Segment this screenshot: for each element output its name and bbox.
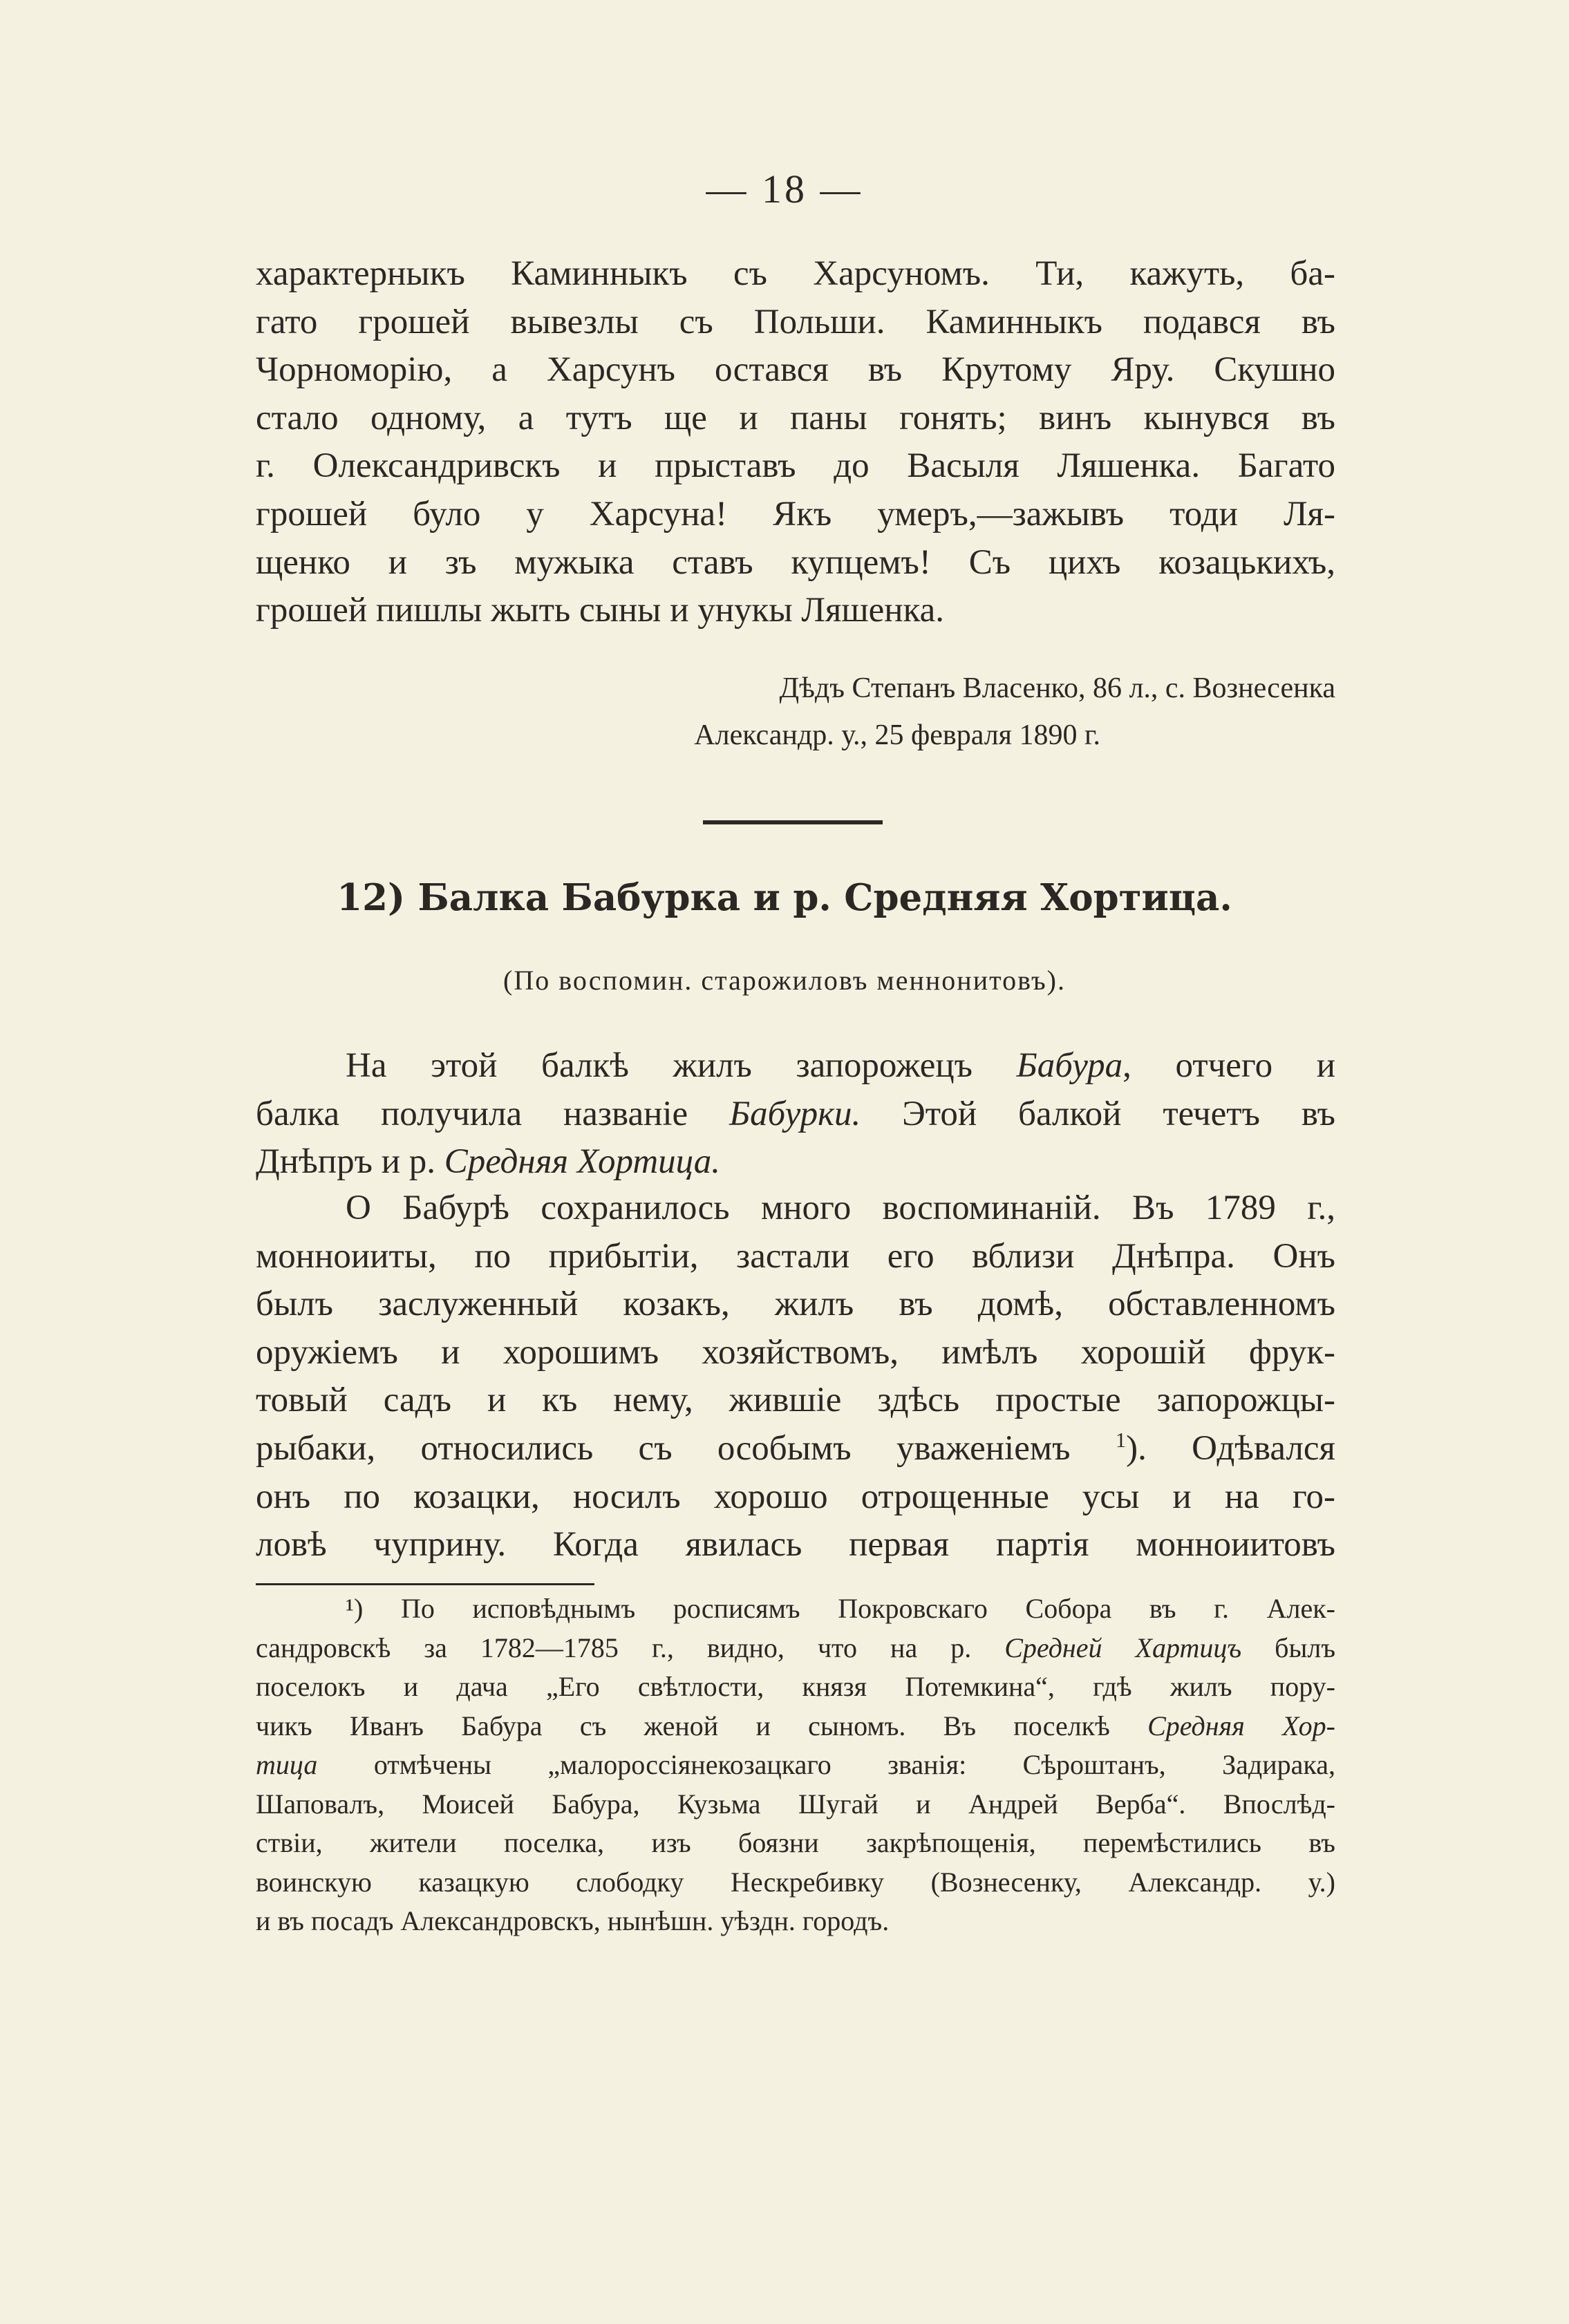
text-line: грошей було у Харсуна! Якъ умеръ,—зажывъ тоди Ля- [256,494,1335,533]
footnote-line: и въ посадъ Александровскъ, нынѣшн. уѣздн. городъ. [256,1905,890,1936]
text-run: По исповѣднымъ росписямъ Покровскаго Собора въ г. Алек- [400,1593,1335,1624]
footnote-line: ствіи, жители поселка, изъ боязни закрѣпощенія, перемѣстились въ [256,1827,1335,1858]
footnote-line: воинскую казацкую слободку Нескребивку (Вознесенку, Александр. у.) [256,1866,1335,1898]
text-run: рыбаки, относились съ особымъ уваженіемъ [256,1428,1071,1468]
italic-name: Бабурки. [729,1094,861,1133]
text-line: онъ по козацки, носилъ хорошо отрощенные усы и на го- [256,1477,1335,1516]
text-run: сандровскѣ за 1782—1785 г., видно, что на р. [256,1632,1005,1663]
text-line [256,1090,1335,1139]
text-run: балка получила названіе [256,1094,730,1133]
text-run: Днѣпръ и р. [256,1142,444,1182]
text-line: О Бабурѣ сохранилось много воспоминаній. Въ 1789 г., [346,1189,1335,1227]
footnote-mark: ¹) [346,1593,364,1624]
text-line [256,1042,1335,1090]
section-subtitle: (По воспомин. старожиловъ меннонитовъ). [503,965,1066,996]
text-line: монноииты, по прибытіи, застали его вблизи Днѣпра. Онъ [256,1236,1335,1276]
text-run: чикъ Иванъ Бабура съ женой и сыномъ. Въ поселкѣ [256,1710,1148,1741]
text-run: ). Одѣвался [1126,1428,1336,1468]
text-run: На этой балкѣ жилъ запорожецъ [346,1046,1017,1085]
text-run: , отчего и [1122,1046,1335,1085]
text-line [256,1138,1335,1187]
paragraph-2 [256,1184,1335,1569]
footnote-line [256,1589,1335,1629]
text-line: щенко и зъ мужыка ставъ купцемъ! Съ цихъ козацькихъ, [256,542,1335,582]
informant-signature [256,665,1335,759]
italic-name: Бабура [1016,1046,1123,1085]
footnote [256,1589,1335,1941]
text-run: Этой балкой течетъ въ [861,1094,1335,1133]
text-line: гато грошей вывезлы съ Польши. Каминныкъ подався въ [256,302,1335,341]
text-line: г. Олександривскъ и прыставъ до Васыля Ляшенка. Багато [256,446,1335,486]
italic-name: Средняя Хортица. [444,1142,721,1182]
footnote-line: поселокъ и дача „Его свѣтлости, князя Потемкина“, гдѣ жилъ пору- [256,1671,1335,1702]
footnote-line [256,1629,1335,1668]
text-line: былъ заслуженный козакъ, жилъ въ домѣ, обставленномъ [256,1285,1335,1324]
signature-line: Дѣдъ Степанъ Власенко, 86 л., с. Вознесенка [779,672,1335,704]
text-line: грошей пишлы жыть сыны и унукы Ляшенка. [256,591,944,630]
signature-line: Александр. у., 25 февраля 1890 г. [694,719,1100,751]
text-line: товый садъ и къ нему, жившіе здѣсь простые запорожцы- [256,1381,1335,1420]
text-run: былъ [1241,1632,1336,1663]
footnote-rule [256,1583,594,1585]
italic-name: Средняя Хор- [1147,1710,1335,1741]
text-line [256,1425,1335,1473]
footnote-line [256,1707,1335,1746]
story-continuation [256,250,1335,635]
section-divider [703,820,883,824]
footnote-reference: 1 [1115,1428,1127,1452]
page-number: — 18 — [706,167,863,211]
text-line: ловѣ чуприну. Когда явилась первая партія монноиитовъ [256,1525,1335,1565]
text-line: Чорноморію, а Харсунъ остався въ Крутому Яру. Скушно [256,350,1335,390]
text-line: оружіемъ и хорошимъ хозяйствомъ, имѣлъ хорошій фрук- [256,1332,1335,1372]
text-line: характерныкъ Каминныкъ съ Харсуномъ. Ти, кажуть, ба- [256,254,1335,293]
text-line: стало одному, а тутъ ще и паны гонять; винъ кынувся въ [256,398,1335,437]
text-run: отмѣчены „малороссіянекозацкаго званія: Сѣроштанъ, Задирака, [317,1749,1335,1780]
paragraph-1 [256,1042,1335,1187]
italic-name: Средней Хартицъ [1004,1632,1242,1663]
footnote-line [256,1746,1335,1785]
italic-name: тица [256,1749,318,1780]
section-heading: 12) Балка Бабурка и р. Средняя Хортица. [337,876,1232,919]
footnote-line: Шаповалъ, Моисей Бабура, Кузьма Шугай и Андрей Верба“. Впослѣд- [256,1788,1335,1820]
